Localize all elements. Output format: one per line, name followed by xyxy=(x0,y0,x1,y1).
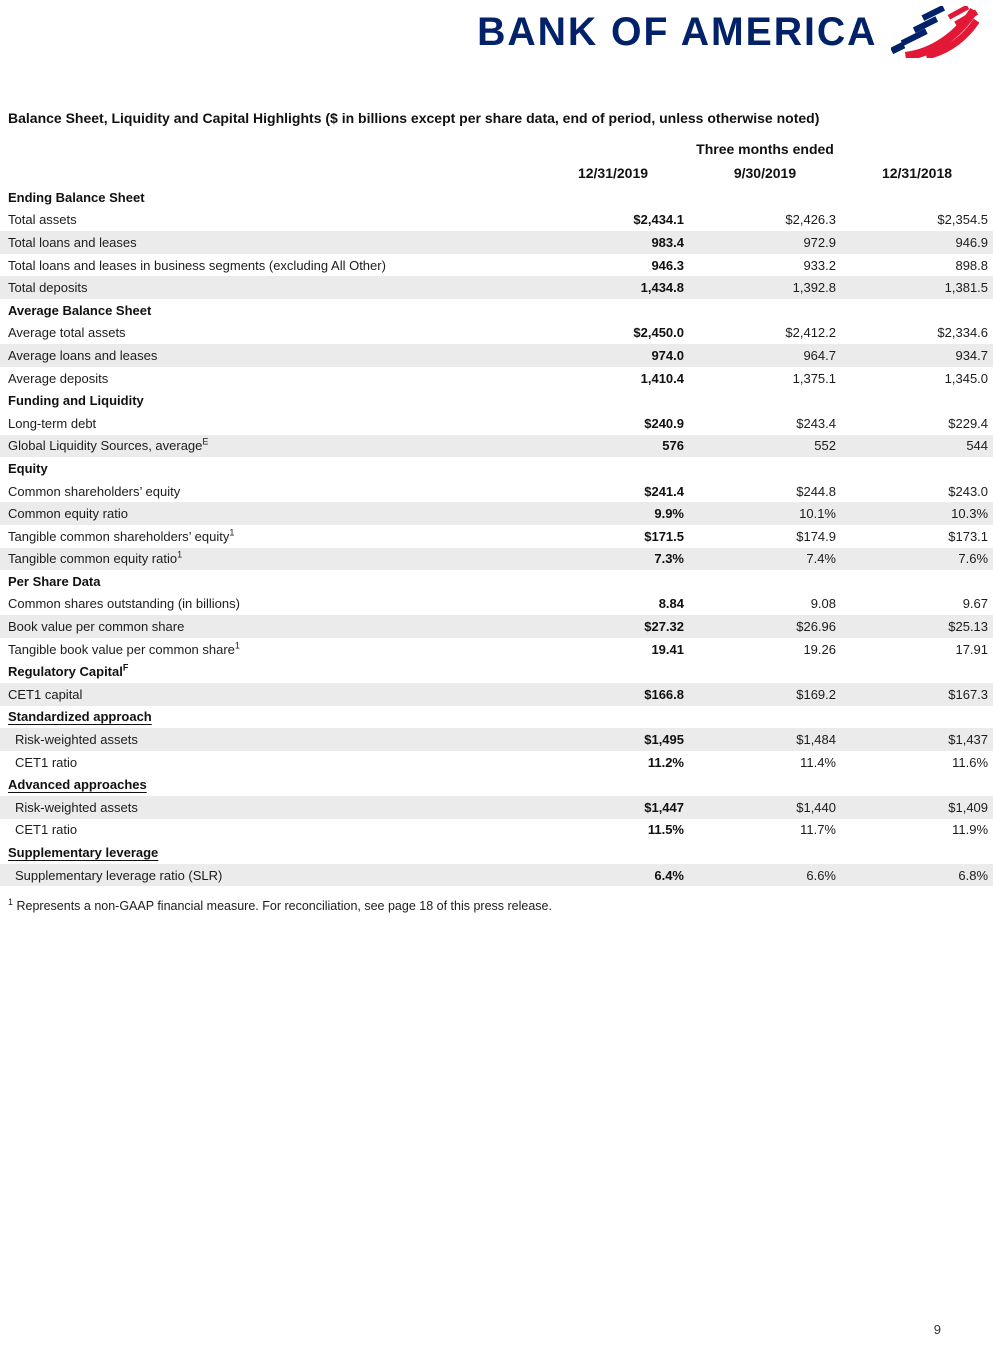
section-header-row xyxy=(0,186,993,209)
value-cell: 1,410.4 xyxy=(640,370,684,386)
value-cell: $26.96 xyxy=(796,619,836,635)
row-label: Total assets xyxy=(8,212,77,228)
value-cell: $2,434.1 xyxy=(633,212,684,228)
footnote-reference: 1 xyxy=(229,527,235,538)
value-cell: 544 xyxy=(966,438,989,454)
table-row xyxy=(0,728,993,751)
value-cell: 11.7% xyxy=(800,822,836,838)
footnote-reference: F xyxy=(122,662,129,673)
subsection-header-row xyxy=(0,773,993,796)
subsection-header-row xyxy=(0,841,993,864)
value-cell: $2,354.5 xyxy=(937,212,989,228)
row-label: CET1 capital xyxy=(8,686,83,702)
table-body xyxy=(0,186,993,886)
table-row xyxy=(0,322,993,345)
row-label: Per Share Data xyxy=(8,573,101,589)
value-cell: $229.4 xyxy=(948,415,989,431)
value-cell: $243.0 xyxy=(948,483,989,499)
value-cell: 11.9% xyxy=(952,822,989,838)
table-row xyxy=(0,502,993,525)
value-cell: 1,392.8 xyxy=(792,280,836,296)
value-cell: 972.9 xyxy=(803,234,836,250)
section-header-row xyxy=(0,660,993,683)
value-cell: $167.3 xyxy=(948,686,989,702)
bofa-flag-icon xyxy=(891,6,979,58)
row-label: Standardized approach xyxy=(8,709,152,725)
value-cell: 946.3 xyxy=(651,257,684,273)
table-row xyxy=(0,864,993,887)
value-cell: 9.08 xyxy=(810,596,836,612)
table-row xyxy=(0,796,993,819)
row-label: Common equity ratio xyxy=(8,506,128,522)
value-cell: $27.32 xyxy=(644,619,684,635)
value-cell: $1,447 xyxy=(644,799,684,815)
value-cell: $241.4 xyxy=(644,483,684,499)
value-cell: $1,495 xyxy=(644,732,684,748)
table-row xyxy=(0,254,993,277)
value-cell: 11.6% xyxy=(952,754,989,770)
row-label: Tangible common shareholders’ equity$^1$ xyxy=(8,527,235,544)
value-cell: 946.9 xyxy=(955,234,989,250)
value-cell: $171.5 xyxy=(644,528,684,544)
table-row xyxy=(0,209,993,232)
financial-highlights-table xyxy=(0,138,993,886)
table-row xyxy=(0,683,993,706)
value-cell: 974.0 xyxy=(651,347,684,363)
row-label: Total loans and leases in business segments (excluding All Other) xyxy=(8,257,386,273)
value-cell: $1,409 xyxy=(948,799,989,815)
page-number: 9 xyxy=(933,1322,941,1337)
value-cell: $240.9 xyxy=(644,415,684,431)
period-header: Three months ended xyxy=(696,141,834,157)
value-cell: $2,426.3 xyxy=(785,212,836,228)
row-label: Supplementary leverage xyxy=(8,845,159,861)
value-cell: $2,412.2 xyxy=(785,325,836,341)
value-cell: $2,334.6 xyxy=(937,325,989,341)
column-header-q4-2019: 12/31/2019 xyxy=(577,165,649,181)
section-header-row xyxy=(0,570,993,593)
table-row xyxy=(0,525,993,548)
table-row xyxy=(0,367,993,390)
value-cell: 7.3% xyxy=(654,551,684,567)
value-cell: 7.6% xyxy=(958,551,989,567)
column-header-q4-2018: 12/31/2018 xyxy=(881,165,953,181)
table-row xyxy=(0,412,993,435)
row-label: Total loans and leases xyxy=(8,234,137,250)
logo-text: BANK OF AMERICA xyxy=(476,10,877,54)
value-cell: 934.7 xyxy=(955,347,989,363)
table-row xyxy=(0,276,993,299)
period-header-row xyxy=(0,138,993,160)
value-cell: 1,434.8 xyxy=(640,280,684,296)
page-title: Balance Sheet, Liquidity and Capital Highlights ($ in billions except per share data, end of period, unless otherwise noted) xyxy=(8,110,820,126)
row-label: Long-term debt xyxy=(8,415,97,431)
value-cell: 19.26 xyxy=(803,641,836,657)
value-cell: 10.3% xyxy=(951,506,989,522)
value-cell: 11.4% xyxy=(800,754,836,770)
row-label: Tangible book value per common share$^1$ xyxy=(8,640,240,657)
row-label: Total deposits xyxy=(8,280,88,296)
table-row xyxy=(0,819,993,842)
footnote-reference: 1 xyxy=(177,549,183,560)
value-cell: 964.7 xyxy=(803,347,836,363)
value-cell: 9.67 xyxy=(962,596,989,612)
row-label: CET1 ratio xyxy=(15,822,78,838)
value-cell: 576 xyxy=(662,438,684,454)
value-cell: 1,381.5 xyxy=(944,280,989,296)
value-cell: 7.4% xyxy=(806,551,836,567)
row-label: Equity xyxy=(8,460,48,476)
row-label: Regulatory Capital$^F$ xyxy=(8,662,129,680)
footnote-text: Represents a non-GAAP financial measure. For reconciliation, see page 18 of this press release. xyxy=(16,899,552,913)
value-cell: 1,375.1 xyxy=(792,370,836,386)
value-cell: $1,484 xyxy=(796,732,836,748)
value-cell: 933.2 xyxy=(803,257,836,273)
value-cell: $2,450.0 xyxy=(633,325,684,341)
table-row xyxy=(0,231,993,254)
footnote-marker: 1 xyxy=(8,896,14,907)
value-cell: $174.9 xyxy=(796,528,836,544)
value-cell: $1,437 xyxy=(948,732,989,748)
value-cell: 6.8% xyxy=(958,867,989,883)
row-label: Average deposits xyxy=(8,370,109,386)
row-label: Advanced approaches xyxy=(8,777,147,793)
value-cell: $244.8 xyxy=(796,483,836,499)
value-cell: $166.8 xyxy=(644,686,684,702)
row-label: Risk-weighted assets xyxy=(15,732,138,748)
value-cell: 10.1% xyxy=(799,506,836,522)
value-cell: 6.4% xyxy=(654,867,684,883)
footnote-reference: E xyxy=(202,437,209,447)
value-cell: $1,440 xyxy=(796,799,836,815)
row-label: Common shareholders’ equity xyxy=(8,483,181,499)
value-cell: $173.1 xyxy=(948,528,989,544)
value-cell: $25.13 xyxy=(948,619,989,635)
bank-of-america-logo xyxy=(473,6,980,58)
value-cell: $169.2 xyxy=(796,686,836,702)
row-label: Average loans and leases xyxy=(8,347,158,363)
value-cell: 983.4 xyxy=(651,234,684,250)
value-cell: 9.9% xyxy=(654,506,684,522)
section-header-row xyxy=(0,299,993,322)
row-label: Average total assets xyxy=(8,325,126,341)
table-row xyxy=(0,615,993,638)
row-label: Supplementary leverage ratio (SLR) xyxy=(15,867,223,883)
value-cell: $243.4 xyxy=(796,415,836,431)
column-header-q3-2019: 9/30/2019 xyxy=(733,165,797,181)
value-cell: 1,345.0 xyxy=(944,370,989,386)
row-label: Global Liquidity Sources, average$^E$ xyxy=(8,437,209,454)
column-header-row xyxy=(0,160,993,186)
table-row xyxy=(0,751,993,774)
section-header-row xyxy=(0,457,993,480)
value-cell: 11.2% xyxy=(647,754,684,770)
row-label: Book value per common share xyxy=(8,619,185,635)
subsection-header-row xyxy=(0,706,993,729)
value-cell: 552 xyxy=(814,438,836,454)
table-row xyxy=(0,435,993,458)
value-cell: 11.5% xyxy=(647,822,684,838)
table-row xyxy=(0,344,993,367)
section-header-row xyxy=(0,389,993,412)
row-label: Risk-weighted assets xyxy=(15,799,138,815)
row-label: Common shares outstanding (in billions) xyxy=(8,596,240,612)
row-label: Tangible common equity ratio$^1$ xyxy=(8,549,183,567)
row-label: Average Balance Sheet xyxy=(8,302,152,318)
footnote xyxy=(8,896,552,913)
table-row xyxy=(0,593,993,616)
row-label: Funding and Liquidity xyxy=(8,393,144,409)
row-label: CET1 ratio xyxy=(15,754,78,770)
table-row xyxy=(0,638,993,661)
value-cell: 6.6% xyxy=(806,867,836,883)
value-cell: 898.8 xyxy=(955,257,989,273)
row-label: Ending Balance Sheet xyxy=(8,189,145,205)
table-row xyxy=(0,480,993,503)
value-cell: 19.41 xyxy=(651,641,684,657)
value-cell: 8.84 xyxy=(658,596,684,612)
table-row xyxy=(0,548,993,571)
value-cell: 17.91 xyxy=(955,641,989,657)
footnote-reference: 1 xyxy=(234,640,240,651)
